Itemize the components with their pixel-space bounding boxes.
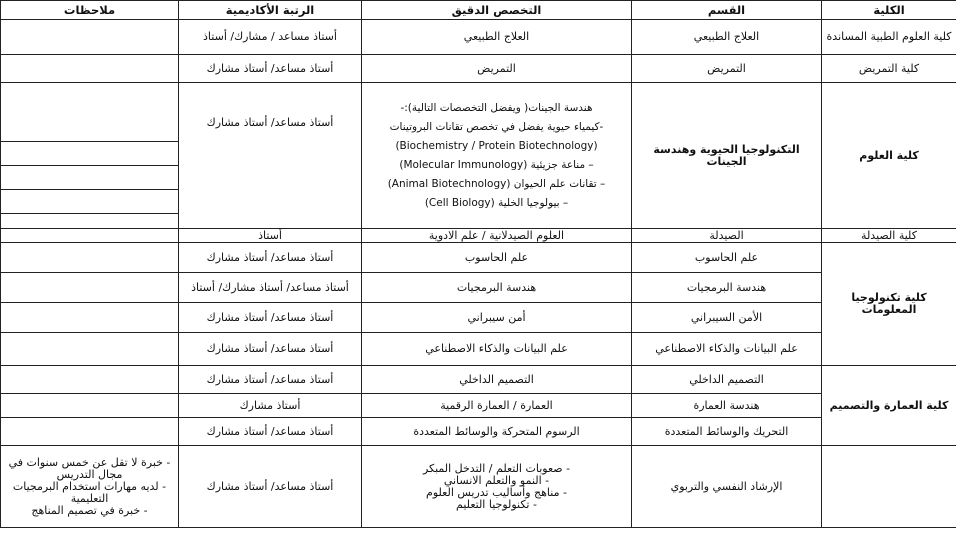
spec-line: - صعوبات التعلم / التدخل المبكر xyxy=(422,461,571,475)
table-row xyxy=(1,243,956,273)
table-row xyxy=(1,83,956,142)
specialization-cell: التمريض xyxy=(362,55,632,83)
rank-cell: أستاذ مساعد/ أستاذ مشارك xyxy=(179,303,362,333)
table-row xyxy=(1,273,956,303)
spec-line: – مناعة جزيئية (Molecular Immunology) xyxy=(399,158,594,171)
table-row xyxy=(1,394,956,418)
college-cell xyxy=(822,446,956,528)
specialization-cell: هندسة البرمجيات xyxy=(362,273,632,303)
college-cell: كلية الصيدلة xyxy=(822,229,956,243)
notes-cell xyxy=(1,190,179,214)
notes-cell xyxy=(1,446,179,528)
department-cell: هندسة البرمجيات xyxy=(632,273,822,303)
notes-cell xyxy=(1,229,179,243)
department-cell: التصميم الداخلي xyxy=(632,366,822,394)
notes-cell xyxy=(1,303,179,333)
specialization-cell: العلاج الطبيعي xyxy=(362,20,632,55)
specialization-cell: أمن سيبراني xyxy=(362,303,632,333)
note-line: - لديه مهارات استخدام البرمجيات التعليمية xyxy=(12,479,167,505)
note-line: - خبرة في تصميم المناهج xyxy=(31,503,148,517)
spec-line: هندسة الجينات( ويفضل التخصصات التالية):- xyxy=(400,101,593,114)
specialization-cell: علم البيانات والذكاء الاصطناعي xyxy=(362,333,632,366)
department-cell: الإرشاد النفسي والتربوي xyxy=(632,446,822,528)
notes-cell xyxy=(1,366,179,394)
table-row xyxy=(1,333,956,366)
department-cell: التكنولوجيا الحيوية وهندسة الجينات xyxy=(632,83,822,229)
table-row xyxy=(1,418,956,446)
rank-cell: أستاذ مساعد/ أستاذ مشارك xyxy=(179,243,362,273)
rank-cell: أستاذ مساعد/ أستاذ مشارك xyxy=(179,83,362,229)
department-cell: علم البيانات والذكاء الاصطناعي xyxy=(632,333,822,366)
notes-cell xyxy=(1,166,179,190)
header-college: الكلية xyxy=(822,1,956,20)
notes-cell xyxy=(1,333,179,366)
specialization-cell: العمارة / العمارة الرقمية xyxy=(362,394,632,418)
header-rank: الرتبة الأكاديمية xyxy=(179,1,362,20)
specialization-cell xyxy=(362,446,632,528)
notes-cell xyxy=(1,394,179,418)
notes-cell xyxy=(1,20,179,55)
table-row xyxy=(1,446,956,528)
spec-line: – تقانات علم الحيوان (Animal Biotechnology) xyxy=(387,177,606,190)
rank-cell: أستاذ مساعد/ أستاذ مشارك/ أستاذ xyxy=(179,273,362,303)
rank-cell: أستاذ مساعد/ أستاذ مشارك xyxy=(179,333,362,366)
department-cell: الأمن السيبراني xyxy=(632,303,822,333)
specialization-cell: العلوم الصيدلانية / علم الادوية xyxy=(362,229,632,243)
rank-cell: أستاذ مساعد / مشارك/ أستاذ xyxy=(179,20,362,55)
header-notes: ملاحظات xyxy=(1,1,179,20)
department-cell: هندسة العمارة xyxy=(632,394,822,418)
spec-line: - تكنولوجيا التعليم xyxy=(456,497,537,511)
table-row xyxy=(1,366,956,394)
department-cell: الصيدلة xyxy=(632,229,822,243)
college-cell: كلية التمريض xyxy=(822,55,956,83)
spec-line: - مناهج وأساليب تدريس العلوم xyxy=(426,485,567,499)
department-cell: التحريك والوسائط المتعددة xyxy=(632,418,822,446)
table-row xyxy=(1,229,956,243)
spec-line: (Biochemistry / Protein Biotechnology) xyxy=(395,139,598,152)
department-cell: علم الحاسوب xyxy=(632,243,822,273)
rank-cell: أستاذ مشارك xyxy=(179,394,362,418)
table-row xyxy=(1,55,956,83)
department-cell: العلاج الطبيعي xyxy=(632,20,822,55)
notes-cell xyxy=(1,418,179,446)
table-row xyxy=(1,303,956,333)
college-cell: كلية العمارة والتصميم xyxy=(822,366,956,446)
college-cell: كلية تكنولوجيا المعلومات xyxy=(822,243,956,366)
specialization-cell: التصميم الداخلي xyxy=(362,366,632,394)
spec-line: - النمو والتعلم الانساني xyxy=(443,473,550,487)
department-cell: التمريض xyxy=(632,55,822,83)
rank-cell: أستاذ مساعد/ أستاذ مشارك xyxy=(179,366,362,394)
specialization-cell: علم الحاسوب xyxy=(362,243,632,273)
table-row xyxy=(1,20,956,55)
notes-cell xyxy=(1,273,179,303)
notes-cell xyxy=(1,142,179,166)
college-cell: كلية العلوم الطبية المساندة xyxy=(822,20,956,55)
header-row xyxy=(1,1,956,20)
header-specialization: التخصص الدقيق xyxy=(362,1,632,20)
notes-cell xyxy=(1,55,179,83)
header-department: القسم xyxy=(632,1,822,20)
rank-cell: أستاذ xyxy=(179,229,362,243)
notes-cell xyxy=(1,243,179,273)
rank-cell: أستاذ مساعد/ أستاذ مشارك xyxy=(179,446,362,528)
college-cell: كلية العلوم xyxy=(822,83,956,229)
notes-cell xyxy=(1,83,179,142)
notes-cell xyxy=(1,214,179,229)
rank-cell: أستاذ مساعد/ أستاذ مشارك xyxy=(179,418,362,446)
rank-cell: أستاذ مساعد/ أستاذ مشارك xyxy=(179,55,362,83)
spec-line: -كيمياء حيوية يفضل في تخصص تقانات البروتينات xyxy=(389,120,604,133)
specialization-cell xyxy=(362,83,632,229)
spec-line: – بيولوجيا الخلية (Cell Biology) xyxy=(424,196,569,209)
note-line: - خبرة لا تقل عن خمس سنوات في مجال التدريس xyxy=(8,455,171,481)
specialization-cell: الرسوم المتحركة والوسائط المتعددة xyxy=(362,418,632,446)
